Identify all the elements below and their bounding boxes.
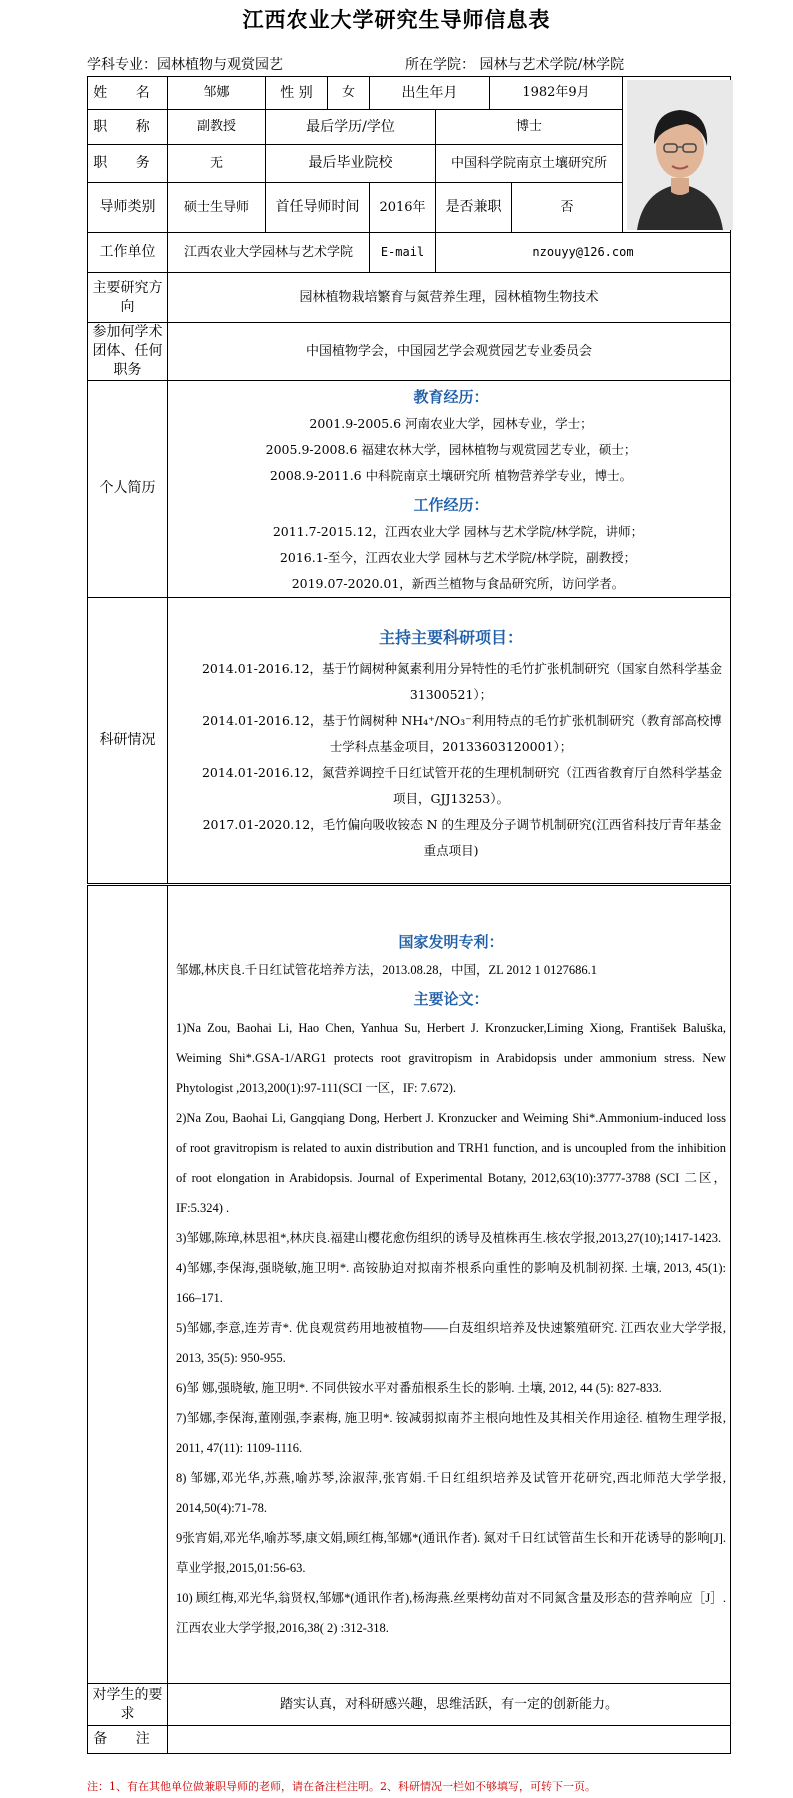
project-item: 2014.01-2016.12，基于竹阔树种氮素利用分异特性的毛竹扩张机制研究（国家自然科学基金 31300521）； [201, 661, 723, 703]
patents-heading: 国家发明专利： [398, 933, 504, 952]
type-value: 硕士生导师 [168, 183, 266, 233]
paper-item: 8) 邹娜,邓光华,苏燕,喻苏琴,涂淑萍,张宵娟.千日红组织培养及试管开花研究,西北师范大学学报, 2014,50(4):71-78. [176, 1470, 727, 1515]
birth-value: 1982年9月 [490, 77, 623, 110]
unit-label: 工作单位 [88, 233, 168, 273]
portrait-image [627, 80, 733, 230]
degree-label: 最后学历/学位 [266, 110, 436, 145]
birth-label: 出生年月 [370, 77, 490, 110]
org-value: 中国植物学会，中国园艺学会观赏园艺专业委员会 [168, 323, 731, 381]
unit-value: 江西农业大学园林与艺术学院 [168, 233, 370, 273]
work-item: 2016.1-至今，江西农业大学 园林与艺术学院/林学院，副教授； [279, 550, 637, 566]
name-value: 邹娜 [168, 77, 266, 110]
org-label: 参加何学术团体、任何职务 [88, 323, 168, 381]
resume-label: 个人简历 [88, 380, 168, 598]
project-item: 2014.01-2016.12，基于竹阔树种 NH₄⁺/NO₃⁻利用特点的毛竹扩张机制研究（教育部高校博士学科点基金项目，20133603120001）； [202, 713, 722, 755]
parttime-label: 是否兼职 [436, 183, 512, 233]
paper-item: 2)Na Zou, Baohai Li, Gangqiang Dong, Herbert J. Kronzucker and Weiming Shi*.Ammonium-induced loss of root gravitropism is related to auxin distribution and TRH1 function, and is uncoupled from the inhibition of root elongation in Arabidopsis. Journal of Experimental Botany, 2012,63(10):3777-3788 (SCI 二区，IF:5.324) . [176, 1110, 727, 1215]
edu-heading: 教育经历： [413, 387, 489, 406]
edu-item: 2005.9-2008.6 福建农林大学，园林植物与观赏园艺专业，硕士； [265, 441, 637, 457]
first-time-label: 首任导师时间 [266, 183, 370, 233]
papers-heading: 主要论文： [413, 989, 489, 1008]
publications-label [88, 885, 168, 1684]
edu-item: 2001.9-2005.6 河南农业大学，园林专业，学士； [309, 415, 593, 431]
project-item: 2017.01-2020.12，毛竹偏向吸收铵态 N 的生理及分子调节机制研究(江西省科技厅青年基金重点项目) [202, 817, 722, 859]
resume-content [168, 380, 731, 598]
publications-content [168, 885, 731, 1684]
paper-item: 6)邹 娜,强晓敏, 施卫明*. 不同供铵水平对番茄根系生长的影响. 土壤, 2012, 44 (5): 827-833. [176, 1380, 662, 1395]
work-heading: 工作经历： [413, 495, 489, 514]
email-value: nzouyy@126.com [436, 233, 731, 273]
student-req-label: 对学生的要求 [88, 1684, 168, 1726]
title-value: 副教授 [168, 110, 266, 145]
project-item: 2014.01-2016.12，氮营养调控千日红试管开花的生理机制研究（江西省教育厅自然科学基金项目，GJJ13253）。 [201, 765, 723, 807]
gender-label: 性 别 [266, 77, 328, 110]
research-label: 科研情况 [88, 598, 168, 885]
photo-cell [623, 77, 731, 233]
first-time-value: 2016年 [370, 183, 436, 233]
portrait-photo [627, 80, 733, 230]
school-value: 中国科学院南京土壤研究所 [436, 145, 623, 183]
patent-item: 邹娜,林庆良.千日红试管花培养方法，2013.08.28，中国，ZL 2012 1 0127686.1 [176, 962, 598, 977]
remarks-value [168, 1726, 731, 1754]
info-table [87, 76, 731, 1754]
page-title: 江西农业大学研究生导师信息表 [242, 7, 551, 32]
direction-label: 主要研究方向 [88, 273, 168, 323]
direction-value: 园林植物栽培繁育与氮营养生理，园林植物生物技术 [168, 273, 731, 323]
gender-value: 女 [328, 77, 370, 110]
remarks-label: 备 注 [88, 1726, 168, 1754]
footnote: 注：1、有在其他单位做兼职导师的老师，请在备注栏注明。2、科研情况一栏如不够填写，可转下一页。 [87, 1780, 596, 1793]
work-item: 2019.07-2020.01，新西兰植物与食品研究所，访问学者。 [291, 576, 625, 592]
paper-item: 9张宵娟,邓光华,喻苏琴,康文娟,顾红梅,邹娜*(通讯作者). 氮对千日红试管苗生长和开花诱导的影响[J]. 草业学报,2015,01:56-63. [176, 1530, 727, 1575]
work-item: 2011.7-2015.12，江西农业大学 园林与艺术学院/林学院，讲师； [272, 524, 644, 540]
type-label: 导师类别 [88, 183, 168, 233]
paper-item: 7)邹娜,李保海,董刚强,李素梅, 施卫明*. 铵减弱拟南芥主根向地性及其相关作用途径. 植物生理学报, 2011, 47(11): 1109-1116. [176, 1410, 727, 1455]
major-label: 学科专业：园林植物与观赏园艺 [87, 57, 283, 73]
name-label: 姓 名 [88, 77, 168, 110]
duty-label: 职 务 [88, 145, 168, 183]
duty-value: 无 [168, 145, 266, 183]
degree-value: 博士 [436, 110, 623, 145]
school-label: 最后毕业院校 [266, 145, 436, 183]
paper-item: 10) 顾红梅,邓光华,翁贤权,邹娜*(通讯作者),杨海燕.丝栗栲幼苗对不同氮含量及形态的营养响应［J］.江西农业大学学报,2016,38( 2) :312-318. [176, 1590, 727, 1635]
parttime-value: 否 [512, 183, 623, 233]
email-label: E-mail [370, 233, 436, 273]
college-label: 所在学院： 园林与艺术学院/林学院 [405, 57, 625, 73]
paper-item: 1)Na Zou, Baohai Li, Hao Chen, Yanhua Su, Herbert J. Kronzucker,Liming Xiong, František Baluška, Weiming Shi*.GSA-1/ARG1 protects root gravitropism in Arabidopsis under ammonium stress. New Phytologist ,2013,200(1):97-111(SCI 一区，IF: 7.672). [176, 1020, 727, 1095]
projects-heading: 主持主要科研项目： [379, 627, 524, 647]
edu-item: 2008.9-2011.6 中科院南京土壤研究所 植物营养学专业，博士。 [269, 467, 633, 483]
paper-item: 4)邹娜,李保海,强晓敏,施卫明*. 高铵胁迫对拟南芥根系向重性的影响及机制初探. 土壤, 2013, 45(1): 166–171. [176, 1260, 727, 1305]
paper-item: 3)邹娜,陈璋,林思祖*,林庆良.福建山樱花愈伤组织的诱导及植株再生.核农学报,2013,27(10);1417-1423. [176, 1230, 722, 1245]
title-label: 职 称 [88, 110, 168, 145]
research-content [168, 598, 731, 885]
paper-item: 5)邹娜,李意,连芳青*. 优良观赏药用地被植物——白芨组织培养及快速繁殖研究. 江西农业大学学报, 2013, 35(5): 950-955. [176, 1320, 727, 1365]
student-req-value: 踏实认真，对科研感兴趣，思维活跃，有一定的创新能力。 [168, 1684, 731, 1726]
